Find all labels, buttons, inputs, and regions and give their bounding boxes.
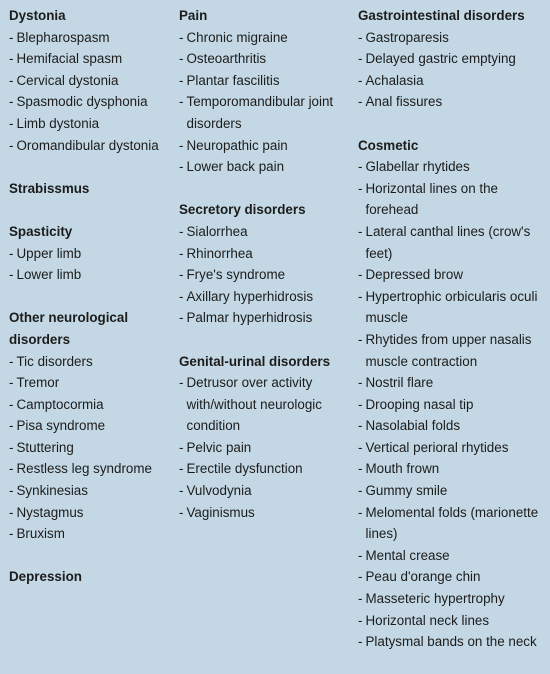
list-item: - Blepharospasm	[9, 27, 175, 49]
list-item: - Nostril flare	[358, 372, 546, 394]
list-item: - Hypertrophic orbicularis oculi muscle	[358, 286, 546, 329]
list-item: - Mouth frown	[358, 458, 546, 480]
list-item: - Gastroparesis	[358, 27, 546, 49]
list-item: - Glabellar rhytides	[358, 156, 546, 178]
list-item: - Achalasia	[358, 70, 546, 92]
list-item: - Synkinesias	[9, 480, 175, 502]
list-item: - Bruxism	[9, 523, 175, 545]
column-1	[9, 5, 175, 610]
list-item: - Drooping nasal tip	[358, 394, 546, 416]
list-item: - Hemifacial spasm	[9, 48, 175, 70]
list-item: - Restless leg syndrome	[9, 458, 175, 480]
section-genital-urinal-disorders	[179, 351, 351, 524]
list-item: - Gummy smile	[358, 480, 546, 502]
list-item: - Spasmodic dysphonia	[9, 91, 175, 113]
section-dystonia	[9, 5, 175, 156]
list-item: - Chronic migraine	[179, 27, 351, 49]
list-item: - Pelvic pain	[179, 437, 351, 459]
column-3	[358, 5, 546, 674]
list-item: - Camptocormia	[9, 394, 175, 416]
list-item: - Lower back pain	[179, 156, 351, 178]
item-list	[9, 351, 175, 545]
item-list	[179, 372, 351, 523]
list-item: - Masseteric hypertrophy	[358, 588, 546, 610]
section-heading: Strabissmus	[9, 180, 90, 196]
list-item: - Pisa syndrome	[9, 415, 175, 437]
item-list	[9, 243, 175, 286]
item-list	[358, 27, 546, 113]
list-item: - Rhinorrhea	[179, 243, 351, 265]
list-item: - Axillary hyperhidrosis	[179, 286, 351, 308]
section-depression	[9, 566, 175, 588]
list-item: - Sialorrhea	[179, 221, 351, 243]
section-pain	[179, 5, 351, 178]
section-heading: Dystonia	[9, 8, 66, 23]
list-item: - Nystagmus	[9, 502, 175, 524]
item-list	[9, 27, 175, 157]
list-item: - Limb dystonia	[9, 113, 175, 135]
section-heading: Secretory disorders	[179, 202, 306, 218]
section-heading: Other neurological disorders	[9, 310, 129, 347]
list-item: - Tic disorders	[9, 351, 175, 373]
item-list	[179, 221, 351, 329]
list-item: - Melomental folds (marionette lines)	[358, 502, 546, 545]
list-item: - Horizontal lines on the forehead	[358, 178, 546, 221]
column-2	[179, 5, 351, 545]
section-cosmetic	[358, 135, 546, 653]
list-item: - Cervical dystonia	[9, 70, 175, 92]
list-item: - Mental crease	[358, 545, 546, 567]
list-item: - Erectile dysfunction	[179, 458, 351, 480]
list-item: - Frye's syndrome	[179, 264, 351, 286]
list-item: - Peau d'orange chin	[358, 566, 546, 588]
list-item: - Rhytides from upper nasalis muscle contraction	[358, 329, 546, 372]
list-item: - Lower limb	[9, 264, 175, 286]
list-item: - Platysmal bands on the neck	[358, 631, 546, 653]
list-item: - Vaginismus	[179, 502, 351, 524]
list-item: - Temporomandibular joint disorders	[179, 91, 351, 134]
section-strabismus	[9, 178, 175, 200]
list-item: - Detrusor over activity with/without neurologic condition	[179, 372, 351, 437]
section-heading: Depression	[9, 569, 82, 585]
list-item: - Plantar fascilitis	[179, 70, 351, 92]
list-item: - Tremor	[9, 372, 175, 394]
item-list	[358, 156, 546, 653]
list-item: - Oromandibular dystonia	[9, 135, 175, 157]
list-item: - Stuttering	[9, 437, 175, 459]
section-gastrointestinal-disorders	[358, 5, 546, 113]
section-heading: Pain	[179, 8, 208, 23]
section-other-neurological-disorders	[9, 307, 175, 545]
section-heading: Gastrointestinal disorders	[358, 8, 525, 23]
list-item: - Delayed gastric emptying	[358, 48, 546, 70]
list-item: - Vulvodynia	[179, 480, 351, 502]
section-heading: Spasticity	[9, 223, 73, 239]
item-list	[179, 27, 351, 178]
list-item: - Nasolabial folds	[358, 415, 546, 437]
list-item: - Palmar hyperhidrosis	[179, 307, 351, 329]
list-item: - Horizontal neck lines	[358, 610, 546, 632]
section-secretory-disorders	[179, 199, 351, 329]
section-heading: Cosmetic	[358, 137, 419, 153]
section-heading: Genital-urinal disorders	[179, 353, 331, 369]
list-item: - Depressed brow	[358, 264, 546, 286]
list-item: - Osteoarthritis	[179, 48, 351, 70]
list-item: - Vertical perioral rhytides	[358, 437, 546, 459]
list-item: - Anal fissures	[358, 91, 546, 113]
list-item: - Lateral canthal lines (crow's feet)	[358, 221, 546, 264]
section-spasticity	[9, 221, 175, 286]
list-item: - Upper limb	[9, 243, 175, 265]
list-item: - Neuropathic pain	[179, 135, 351, 157]
